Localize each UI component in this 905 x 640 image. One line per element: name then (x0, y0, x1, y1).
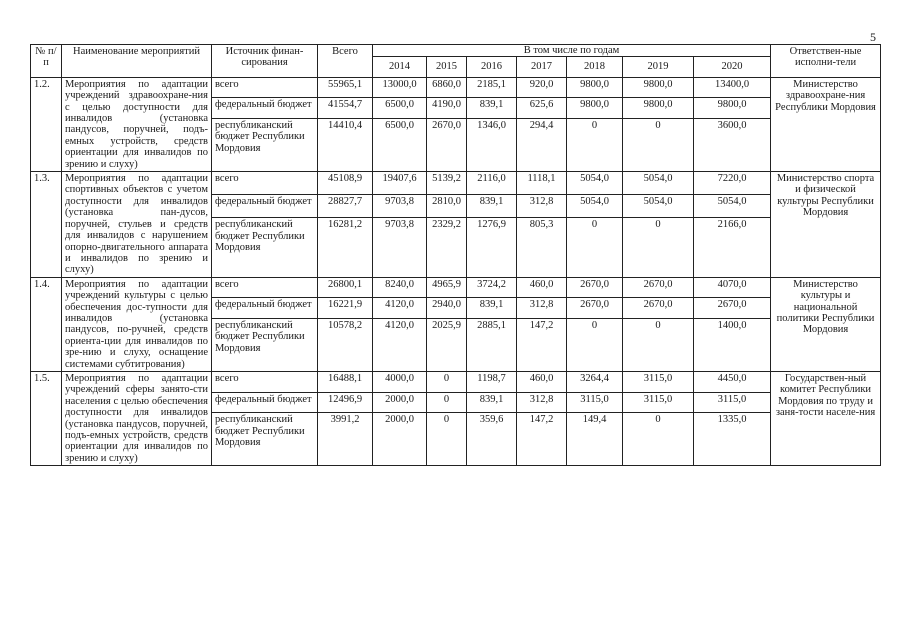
year-value: 1198,7 (467, 371, 517, 392)
total-value: 16488,1 (318, 371, 373, 392)
year-value: 0 (623, 318, 694, 371)
year-value: 13000,0 (373, 77, 427, 98)
year-value: 2000,0 (373, 413, 427, 466)
year-value: 2166,0 (694, 218, 771, 278)
year-value: 4450,0 (694, 371, 771, 392)
total-value: 14410,4 (318, 118, 373, 171)
year-value: 3264,4 (567, 371, 623, 392)
header-year: 2020 (694, 57, 771, 77)
year-value: 3600,0 (694, 118, 771, 171)
year-value: 2000,0 (373, 392, 427, 413)
row-number: 1.4. (31, 277, 62, 371)
header-year: 2016 (467, 57, 517, 77)
year-value: 1346,0 (467, 118, 517, 171)
year-value: 839,1 (467, 298, 517, 319)
funding-source: всего (212, 371, 318, 392)
year-value: 9703,8 (373, 218, 427, 278)
total-value: 45108,9 (318, 172, 373, 195)
year-value: 4000,0 (373, 371, 427, 392)
total-value: 16221,9 (318, 298, 373, 319)
year-value: 0 (567, 318, 623, 371)
year-value: 0 (567, 118, 623, 171)
total-value: 26800,1 (318, 277, 373, 298)
funding-source: всего (212, 277, 318, 298)
year-value: 359,6 (467, 413, 517, 466)
funding-source: республиканский бюджет Республики Мордовия (212, 318, 318, 371)
header-year: 2017 (517, 57, 567, 77)
page-number: 5 (870, 30, 876, 44)
total-value: 10578,2 (318, 318, 373, 371)
year-value: 5054,0 (567, 195, 623, 218)
year-value: 147,2 (517, 413, 567, 466)
year-value: 9800,0 (623, 98, 694, 119)
year-value: 2670,0 (567, 277, 623, 298)
funding-source: федеральный бюджет (212, 98, 318, 119)
year-value: 2116,0 (467, 172, 517, 195)
year-value: 1335,0 (694, 413, 771, 466)
year-value: 1400,0 (694, 318, 771, 371)
measures-table (30, 44, 881, 466)
year-value: 0 (623, 218, 694, 278)
header-total: Всего (318, 45, 373, 78)
table-header (31, 45, 881, 78)
year-value: 147,2 (517, 318, 567, 371)
year-value: 2329,2 (427, 218, 467, 278)
measure-name: Мероприятия по адаптации учреждений культуры с целью обеспечения дос-тупности для инвалидов (установка пандусов, по-ручней, средств ориента-ции для инвалидов по зре-нию и слуху, оснащение системами субтитрования) (62, 277, 212, 371)
table-row (31, 172, 881, 195)
year-value: 839,1 (467, 392, 517, 413)
funding-source: всего (212, 172, 318, 195)
year-value: 2670,0 (567, 298, 623, 319)
year-value: 8240,0 (373, 277, 427, 298)
year-value: 3724,2 (467, 277, 517, 298)
year-value: 2940,0 (427, 298, 467, 319)
year-value: 0 (623, 413, 694, 466)
total-value: 41554,7 (318, 98, 373, 119)
header-year: 2014 (373, 57, 427, 77)
row-number: 1.2. (31, 77, 62, 171)
year-value: 5054,0 (623, 172, 694, 195)
year-value: 9800,0 (694, 98, 771, 119)
year-value: 9800,0 (623, 77, 694, 98)
year-value: 312,8 (517, 392, 567, 413)
year-value: 4120,0 (373, 318, 427, 371)
table-row (31, 277, 881, 298)
year-value: 0 (427, 371, 467, 392)
year-value: 13400,0 (694, 77, 771, 98)
year-value: 0 (427, 413, 467, 466)
year-value: 5139,2 (427, 172, 467, 195)
year-value: 312,8 (517, 298, 567, 319)
measure-name: Мероприятия по адаптации учреждений здравоохране-ния с целью доступности для инвалидов (установка пандусов, поручней, подъ-емных устройств, средств ориентации для инвалидов по зрению и слуху) (62, 77, 212, 171)
year-value: 6500,0 (373, 118, 427, 171)
year-value: 2670,0 (623, 277, 694, 298)
year-value: 9800,0 (567, 77, 623, 98)
year-value: 460,0 (517, 277, 567, 298)
year-value: 149,4 (567, 413, 623, 466)
year-value: 4120,0 (373, 298, 427, 319)
year-value: 4965,9 (427, 277, 467, 298)
total-value: 55965,1 (318, 77, 373, 98)
year-value: 3115,0 (567, 392, 623, 413)
header-source: Источник финан-сирования (212, 45, 318, 78)
year-value: 839,1 (467, 98, 517, 119)
funding-source: республиканский бюджет Республики Мордовия (212, 118, 318, 171)
year-value: 2670,0 (427, 118, 467, 171)
table-row (31, 371, 881, 392)
funding-source: всего (212, 77, 318, 98)
year-value: 19407,6 (373, 172, 427, 195)
responsible-executor: Министерство культуры и национальной политики Республики Мордовия (771, 277, 881, 371)
row-number: 1.5. (31, 371, 62, 465)
year-value: 839,1 (467, 195, 517, 218)
year-value: 3115,0 (623, 392, 694, 413)
year-value: 2670,0 (694, 298, 771, 319)
year-value: 9703,8 (373, 195, 427, 218)
year-value: 9800,0 (567, 98, 623, 119)
funding-source: республиканский бюджет Республики Мордовия (212, 218, 318, 278)
year-value: 3115,0 (623, 371, 694, 392)
measure-name: Мероприятия по адаптации учреждений сферы занято-сти населения с целью обеспечения доступности для инвалидов (установка пандусов, поручней, подъ-емных устройств, средств ориентации для инвалидов по зрению и слуху) (62, 371, 212, 465)
table-row (31, 77, 881, 98)
total-value: 28827,7 (318, 195, 373, 218)
year-value: 2670,0 (623, 298, 694, 319)
year-value: 805,3 (517, 218, 567, 278)
responsible-executor: Министерство спорта и физической культуры Республики Мордовия (771, 172, 881, 278)
total-value: 12496,9 (318, 392, 373, 413)
year-value: 1276,9 (467, 218, 517, 278)
year-value: 312,8 (517, 195, 567, 218)
year-value: 0 (427, 392, 467, 413)
year-value: 5054,0 (623, 195, 694, 218)
year-value: 2885,1 (467, 318, 517, 371)
year-value: 7220,0 (694, 172, 771, 195)
measure-name: Мероприятия по адаптации спортивных объектов с учетом доступности для инвалидов (установка пан-дусов, поручней, стульев и средств для инвалидов с нарушением опорно-двигательного аппарата и инвалидов по зрению и слуху) (62, 172, 212, 278)
year-value: 920,0 (517, 77, 567, 98)
year-value: 2185,1 (467, 77, 517, 98)
funding-source: федеральный бюджет (212, 195, 318, 218)
year-value: 3115,0 (694, 392, 771, 413)
year-value: 4190,0 (427, 98, 467, 119)
header-responsible: Ответствен-ные исполни-тели (771, 45, 881, 78)
header-year: 2018 (567, 57, 623, 77)
year-value: 294,4 (517, 118, 567, 171)
funding-source: федеральный бюджет (212, 392, 318, 413)
header-years-group: В том числе по годам (373, 45, 771, 57)
year-value: 2810,0 (427, 195, 467, 218)
year-value: 2025,9 (427, 318, 467, 371)
year-value: 625,6 (517, 98, 567, 119)
year-value: 6500,0 (373, 98, 427, 119)
year-value: 0 (623, 118, 694, 171)
year-value: 1118,1 (517, 172, 567, 195)
responsible-executor: Министерство здравоохране-ния Республики Мордовия (771, 77, 881, 171)
funding-source: республиканский бюджет Республики Мордовия (212, 413, 318, 466)
year-value: 5054,0 (567, 172, 623, 195)
year-value: 460,0 (517, 371, 567, 392)
year-value: 5054,0 (694, 195, 771, 218)
year-value: 0 (567, 218, 623, 278)
header-year: 2015 (427, 57, 467, 77)
header-year: 2019 (623, 57, 694, 77)
total-value: 3991,2 (318, 413, 373, 466)
year-value: 6860,0 (427, 77, 467, 98)
row-number: 1.3. (31, 172, 62, 278)
header-name: Наименование мероприятий (62, 45, 212, 78)
header-number: № п/п (31, 45, 62, 78)
table-body (31, 77, 881, 465)
responsible-executor: Государствен-ный комитет Республики Мордовия по труду и заня-тости населе-ния (771, 371, 881, 465)
year-value: 4070,0 (694, 277, 771, 298)
total-value: 16281,2 (318, 218, 373, 278)
funding-source: федеральный бюджет (212, 298, 318, 319)
